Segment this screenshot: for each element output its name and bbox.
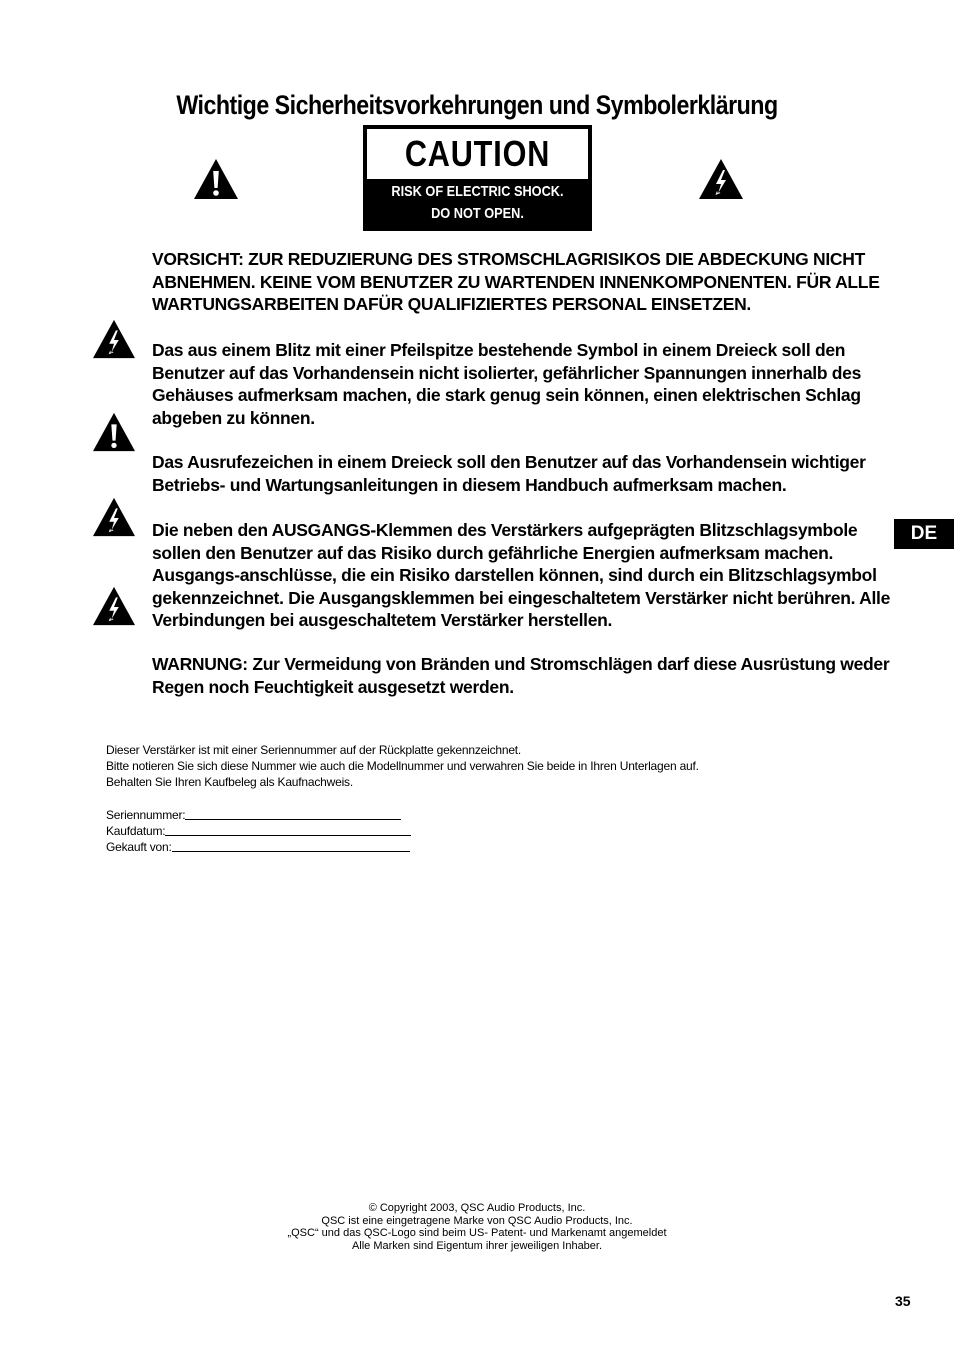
text-line: WARNUNG: Zur Vermeidung von Bränden und Stromschlägen darf diese Ausrüstung weder: [152, 654, 890, 674]
text-line: gekennzeichnet. Die Ausgangsklemmen bei eingeschaltetem Verstärker nicht berühren. Alle: [152, 587, 890, 608]
ausrufezeichen-paragraph: [152, 451, 882, 496]
page-title: Wichtige Sicherheitsvorkehrungen und Symbolerklärung: [176, 90, 778, 120]
text-line: Gehäuses aufmerksam machen, die stark genug sein können, einen elektrischen Schlag: [152, 385, 861, 405]
text-line: Dieser Verstärker ist mit einer Seriennummer auf der Rückplatte gekennzeichnet.: [106, 743, 522, 757]
exclamation-triangle-icon: [192, 157, 240, 201]
blitz-paragraph: [152, 339, 882, 429]
text-line: Alle Marken sind Eigentum ihrer jeweiligen Inhaber.: [351, 1239, 603, 1252]
caution-word: CAUTION: [404, 133, 551, 174]
warnung-paragraph: [152, 653, 890, 698]
lightning-triangle-icon: [90, 318, 138, 360]
field-label: Seriennummer:: [106, 808, 186, 822]
copyright-footer: [0, 1202, 954, 1252]
text-line: Die neben den AUSGANGS-Klemmen des Verstärkers aufgeprägten Blitzschlagsymbole: [152, 520, 858, 540]
text-line: abgeben zu können.: [152, 407, 315, 428]
text-line: Behalten Sie Ihren Kaufbeleg als Kaufnachweis.: [106, 775, 353, 789]
text-line: Ausgangs-anschlüsse, die ein Risiko darstellen können, sind durch ein Blitzschlagsymbol: [152, 565, 877, 585]
page-number: 35: [895, 1293, 911, 1309]
purchased-from-field[interactable]: [106, 839, 411, 855]
text-line: Betriebs- und Wartungsanleitungen in diesem Handbuch aufmerksam machen.: [152, 474, 787, 495]
field-label: Gekauft von:: [106, 840, 172, 854]
lightning-triangle-icon: [90, 496, 138, 538]
text-line: Regen noch Feuchtigkeit ausgesetzt werden.: [152, 676, 514, 697]
text-line: QSC ist eine eingetragene Marke von QSC Audio Products, Inc.: [321, 1214, 633, 1227]
text-line: © Copyright 2003, QSC Audio Products, Inc.: [368, 1202, 586, 1214]
serial-number-field[interactable]: [106, 807, 411, 823]
text-line: Das aus einem Blitz mit einer Pfeilspitze bestehende Symbol in einem Dreieck soll den: [152, 340, 846, 360]
text-line: Bitte notieren Sie sich diese Nummer wie auch die Modellnummer und verwahren Sie beide in Ihren Unterlagen auf.: [106, 759, 699, 773]
text-line: „QSC“ und das QSC-Logo sind beim US- Patent- und Markenamt angemeldet: [287, 1227, 667, 1239]
language-tab: DE: [894, 519, 954, 549]
exclamation-triangle-icon: [90, 411, 138, 453]
text-line: Benutzer auf das Vorhandensein nicht isolierter, gefährlicher Spannungen innerhalb des: [152, 362, 862, 383]
text-line: ABNEHMEN. KEINE VOM BENUTZER ZU WARTENDEN INNENKOMPONENTEN. FÜR ALLE: [152, 271, 880, 292]
text-line: Verbindungen bei ausgeschaltetem Verstärker herstellen.: [152, 610, 613, 630]
text-line: Das Ausrufezeichen in einem Dreieck soll den Benutzer auf das Vorhandensein wichtiger: [152, 452, 866, 472]
lightning-triangle-icon: [697, 157, 745, 201]
caution-label: [363, 125, 592, 231]
text-line: VORSICHT: ZUR REDUZIERUNG DES STROMSCHLAGRISIKOS DIE ABDECKUNG NICHT: [152, 249, 866, 269]
lightning-triangle-icon: [90, 585, 138, 627]
caution-line-1: RISK OF ELECTRIC SHOCK.: [391, 183, 564, 200]
caution-line-2: DO NOT OPEN.: [431, 205, 524, 222]
ausgang-paragraph: [152, 519, 890, 632]
vorsicht-paragraph: [152, 248, 882, 316]
serial-info: [106, 742, 699, 790]
text-line: sollen den Benutzer auf das Risiko durch gefährliche Energien aufmerksam machen.: [152, 542, 834, 563]
field-label: Kaufdatum:: [106, 824, 166, 838]
field-line: [172, 840, 410, 852]
record-fields: [106, 807, 411, 855]
text-line: WARTUNGSARBEITEN DAFÜR QUALIFIZIERTES PERSONAL EINSETZEN.: [152, 294, 751, 314]
field-line: [185, 808, 401, 820]
field-line: [165, 824, 411, 836]
purchase-date-field[interactable]: [106, 823, 411, 839]
